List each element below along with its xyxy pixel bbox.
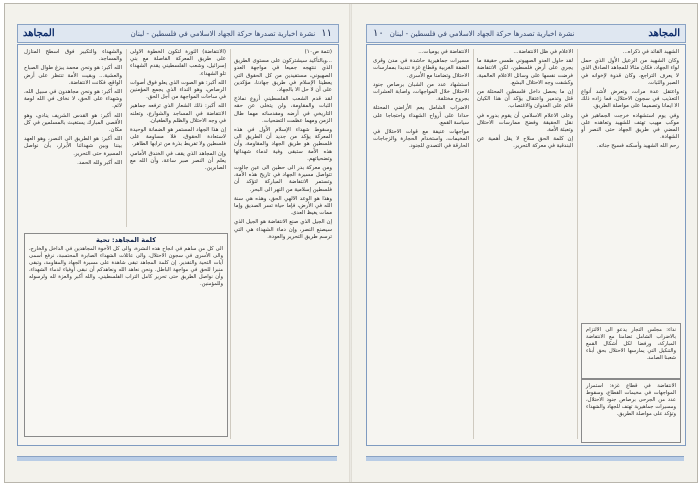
right-column-3 bbox=[373, 49, 469, 439]
right-content-frame bbox=[366, 44, 686, 446]
paragraph: الله أكبر: هو الصوت الذي يعلو فوق أصوات الرصاص، وهو النداء الذي يجمع المؤمنين في ساحات المواجهة من أجل الحق. bbox=[130, 79, 226, 101]
left-column-3 bbox=[24, 49, 122, 227]
paragraph: ومن معركة بدر الى حطين الى عين جالوت تتواصل مسيرة الجهاد في تاريخ هذه الأمة، وتستمر الانتفاضة المباركة لتؤكد أن فلسطين إسلامية من النهر الى البحر. bbox=[234, 165, 332, 193]
paragraph: مسيرات جماهيرية حاشدة في مدن وقرى الضفة الغربية وقطاع غزة تنديدا بممارسات الاحتلال وتضامنا مع الأسرى. bbox=[373, 58, 469, 79]
right-header-subtitle: نشرة اخبارية تصدرها حركة الجهاد الاسلامي في فلسطين - لبنان bbox=[389, 29, 575, 38]
right-page-header bbox=[366, 24, 686, 43]
paragraph: الله أكبر: هو الطريق الى النصر، وهو العهد بيننا وبين شهدائنا الأبرار، بأن نواصل المسيرة حتى التحرير. bbox=[24, 136, 122, 157]
paragraph: الله أكبر: هو ونحن مجاهدون في سبيل الله، وشهداء على الحق، لا نخاف في الله لومة لائم. bbox=[24, 89, 122, 110]
paragraph: الله أكبر: هو القدس الشريف ينادي، وهو الأقصى المبارك يستغيث بالمسلمين في كل مكان. bbox=[24, 112, 122, 134]
right-bottom-rule bbox=[366, 456, 684, 461]
newsletter-spread bbox=[4, 3, 698, 483]
paragraph: وعلى الاعلام الاسلامي أن يقوم بدوره في نقل الحقيقة وفضح ممارسات الاحتلال وتعبئة الأمة. bbox=[477, 112, 573, 134]
column-divider bbox=[126, 49, 127, 227]
gaza-body: الانتفاضة في قطاع غزة: استمرار المواجهات في مخيمات القطاع، وسقوط عدد من الجرحى برصاص جنود الاحتلال، ومسيرات جماهيرية تهتف للجهاد والشهداء وتؤكد على مواصلة الطريق. bbox=[586, 383, 676, 417]
gaza-box bbox=[581, 379, 681, 443]
right-column-1 bbox=[581, 49, 679, 317]
right-masthead: المجاهد bbox=[648, 28, 680, 39]
paragraph: واعتقل عدة مرات، وتعرض لأشد أنواع التعذيب في سجون الاحتلال، فما زاده ذلك الا ايمانا وتصميما على مواصلة الطريق. bbox=[581, 89, 679, 110]
notice-body: الى كل من ساهم في انجاح هذه النشرة، والى كل الأخوة المجاهدين في الداخل والخارج، والى الأسرى في سجون الاحتلال، والى عائلات الشهداء الصابرة المحتسبة، نرفع أسمى آيات التحية والتقدير. إن كلمة المجاهد تبقى شاهدة على مسيرة الجهاد والمقاومة، وتبقى منبرا للحق في مواجهة الباطل. ونحن نعاهد الله ونعاهدكم أن نبقى أوفياء لدماء الشهداء، وأن نواصل الطريق حتى تحرير كامل التراب الفلسطيني. والله أكبر والعزة لله ولرسوله وللمؤمنين. bbox=[29, 246, 223, 287]
paragraph: الله أكبر: ذلك الشعار الذي ترفعه جماهير الانتفاضة في المساجد والشوارع، وتعلنه في وجه الاحتلال والظلم والطغيان. bbox=[130, 103, 226, 124]
appeal-body: نداء: مجلس التجار يدعو الى الالتزام بالاضراب الشامل تضامنا مع الانتفاضة المباركة، ورفضا لكل أشكال القمع والتنكيل التي يمارسها الاحتلال بحق أبناء شعبنا الصامد. bbox=[586, 327, 676, 361]
paragraph: (تتمة ص١٠) bbox=[304, 49, 332, 55]
notice-title: كلمة المجاهد: تحية bbox=[96, 236, 156, 244]
appeal-box bbox=[581, 323, 681, 379]
right-page bbox=[352, 4, 697, 482]
left-column-1 bbox=[234, 49, 332, 439]
paragraph: لقد قدم الشعب الفلسطيني أروع نماذج الثبات والمقاومة، ولن يتخلى عن حقه التاريخي في أرضه ومقدساته مهما طال الزمن ومهما عظمت التضحيات. bbox=[234, 96, 332, 124]
column-divider bbox=[230, 49, 231, 439]
left-content-frame bbox=[17, 44, 339, 446]
paragraph: رحم الله الشهيد وأسكنه فسيح جناته. bbox=[596, 143, 679, 150]
column-divider bbox=[473, 49, 474, 439]
paragraph: مواجهات عنيفة مع قوات الاحتلال في المخيمات، واستخدام الحجارة والزجاجات الحارقة في التصدي للجنود. bbox=[373, 129, 469, 150]
paragraph: ...وبالتأكيد سيشتركون على مستوى الطريق الذي ننتهجه جميعا في مواجهة العدو الصهيوني، مستفيدين من كل الحقوق التي يعطينا الإسلام في طريق جهادنا، مؤكدين على أن لا حل الا بالجهاد. bbox=[234, 58, 332, 94]
paragraph: والشهداء والتكبير فوق اسطح المنازل والمساجد. bbox=[24, 49, 122, 63]
paragraph: الانتفاضة في يوميات... bbox=[418, 49, 469, 55]
column-divider bbox=[577, 49, 578, 439]
paragraph: الاضراب الشامل يعم الأراضي المحتلة حدادا على أرواح الشهداء واحتجاجا على سياسة القمع. bbox=[373, 105, 469, 126]
paragraph: (الانتفاضة) الثورة لتكون الخطوة الأولى على طريق المعركة الفاصلة مع بني إسرائيل، وشعب الفلسطيني يقدم الشهداء تلو الشهداء. bbox=[130, 49, 226, 77]
paragraph: وكان الشهيد من الرعيل الأول الذي حمل لواء الجهاد، فكان مثالا للمجاهد الصادق الذي لا يعرف التراجع، وكان قدوة لإخوانه في الصبر والثبات. bbox=[581, 58, 679, 86]
paragraph: لقد حاول العدو الصهيوني طمس حقيقة ما يجري على أرض فلسطين، لكن الانتفاضة فرضت نفسها على وسائل الاعلام العالمية، وكشفت وجه الاحتلال البشع. bbox=[477, 58, 573, 86]
paragraph: الشهيد القائد في ذكراه... bbox=[622, 49, 679, 55]
notice-box bbox=[24, 233, 228, 437]
paragraph: إن هذا الجهاد المستمر هو الضمانة الوحيدة لاستعادة الحقوق، فلا مساومة على فلسطين ولا تفريط بذرة من ترابها الطاهر. bbox=[130, 127, 226, 148]
paragraph: وفي يوم استشهاده خرجت الجماهير في موكب مهيب تهتف للشهيد وتعاهده على المضي في طريق الجهاد حتى النصر أو الشهادة. bbox=[581, 112, 679, 141]
left-page bbox=[5, 4, 350, 482]
paragraph: الله أكبر: هو ونحن محمد يبزغ طوال الصباح والعشية... وبقيت الأمة تنتظر على أرض الواقع، فكانت الانتفاضة. bbox=[24, 65, 122, 86]
paragraph: وإن المجاهد الذي يقف في الخندق الأمامي يعلم أن النصر صبر ساعة، وأن الله مع الصابرين. bbox=[130, 150, 226, 172]
left-page-header bbox=[17, 24, 339, 43]
right-column-2 bbox=[477, 49, 573, 439]
left-header-subtitle: نشرة اخبارية تصدرها حركة الجهاد الاسلامي في فلسطين - لبنان bbox=[130, 29, 316, 38]
left-page-number: ١١ bbox=[321, 28, 332, 39]
paragraph: وهذا هو الوعد الالهي الحق، وهذه هي سنة الله في الأرض، فإما حياة تسر الصديق وإما ممات يغيظ العدى. bbox=[234, 195, 332, 217]
right-page-number: ١٠ bbox=[373, 28, 384, 39]
paragraph: إن كلمة الحق سلاح لا يقل أهمية عن البندقية في معركة التحرير. bbox=[477, 136, 573, 150]
left-column-2 bbox=[130, 49, 226, 227]
paragraph: إن الجيل الذي صنع الانتفاضة هو الجيل الذي سيصنع النصر، وإن دماء الشهداء هي التي ترسم طريق التحرير والعودة. bbox=[234, 219, 332, 240]
left-masthead: المجاهد bbox=[23, 28, 55, 39]
paragraph: استشهاد عدد من الشبان برصاص جنود الاحتلال خلال المواجهات، واصابة العشرات بجروح مختلفة. bbox=[373, 81, 469, 103]
paragraph: إن ما يحصل داخل فلسطين المحتلة من قتل وتدمير واعتقال يؤكد أن هذا الكيان قائم على العدوان والاغتصاب. bbox=[477, 89, 573, 110]
left-bottom-rule bbox=[17, 456, 337, 461]
paragraph: الله أكبر ولله الحمد. bbox=[77, 159, 122, 166]
paragraph: الاعلام في ظل الانتفاضة... bbox=[513, 49, 573, 55]
paragraph: وسقوط شهداء الإسلام الأول في هذه المعركة يؤكد من جديد أن الطريق الى فلسطين هو طريق الجهاد والمقاومة، وأن هذه الأمة ستبقى وفية لدماء شهدائها وتضحياتهم. bbox=[234, 127, 332, 162]
